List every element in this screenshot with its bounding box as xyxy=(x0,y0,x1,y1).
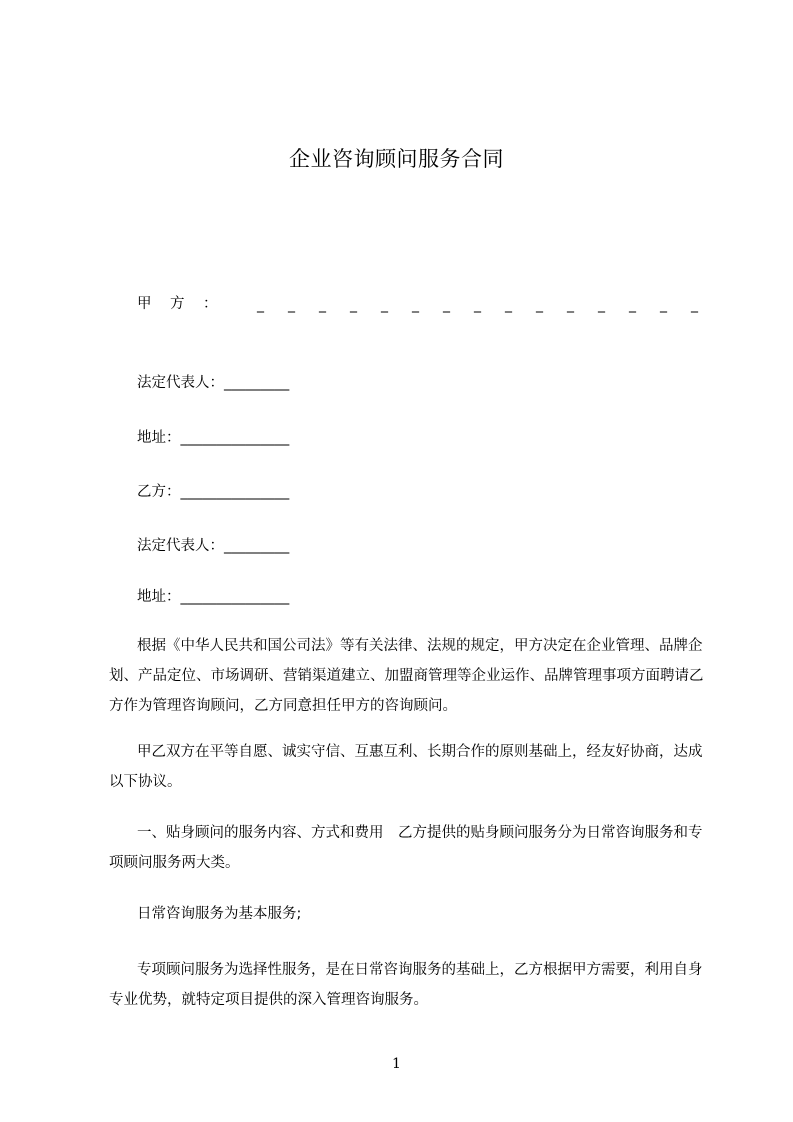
blank-dash: _ xyxy=(443,297,450,313)
blank-dash: _ xyxy=(288,297,295,313)
party-b: 乙方：_______________ xyxy=(137,484,290,500)
blank-dash: _ xyxy=(319,297,326,313)
blank-dash: _ xyxy=(629,297,636,313)
blank-dash: _ xyxy=(350,297,357,313)
blank-dash: _ xyxy=(505,297,512,313)
blank-dash: _ xyxy=(536,297,543,313)
party-a-representative: 法定代表人：_________ xyxy=(137,375,290,391)
blank-dash: _ xyxy=(598,297,605,313)
contract-title: 企业咨询顾问服务合同 xyxy=(289,147,504,171)
paragraph-principles: 甲乙双方在平等自愿、诚实守信、互惠互利、长期合作的原则基础上，经友好协商，达成以下协议。 xyxy=(109,744,703,790)
blank-dash: _ xyxy=(474,297,481,313)
party-a-address: 地址：_______________ xyxy=(137,430,290,446)
page-number: 1 xyxy=(392,1056,401,1072)
paragraph-daily-service: 日常咨询服务为基本服务; xyxy=(137,906,302,922)
blank-dash: _ xyxy=(257,297,264,313)
party-b-address: 地址：_______________ xyxy=(137,589,290,605)
blank-dash: _ xyxy=(567,297,574,313)
party-a-blank xyxy=(257,297,722,313)
paragraph-section-one: 一、贴身顾问的服务内容、方式和费用 乙方提供的贴身顾问服务分为日常咨询服务和专项顾问服务两大类。 xyxy=(109,825,703,871)
party-a-label: 甲 方 ： xyxy=(137,296,220,312)
paragraph-legal-basis: 根据《中华人民共和国公司法》等有关法律、法规的规定，甲方决定在企业管理、品牌企划、产品定位、市场调研、营销渠道建立、加盟商管理等企业运作、品牌管理事项方面聘请乙方作为管理咨询顾问，乙方同意担任甲方的咨询顾问。 xyxy=(109,638,704,714)
blank-dash: _ xyxy=(412,297,419,313)
party-b-representative: 法定代表人：_________ xyxy=(137,538,290,554)
blank-dash: _ xyxy=(691,297,698,313)
blank-dash: _ xyxy=(660,297,667,313)
paragraph-special-service: 专项顾问服务为选择性服务，是在日常咨询服务的基础上，乙方根据甲方需要，利用自身专业优势，就特定项目提供的深入管理咨询服务。 xyxy=(109,962,703,1008)
blank-dash: _ xyxy=(381,297,388,313)
